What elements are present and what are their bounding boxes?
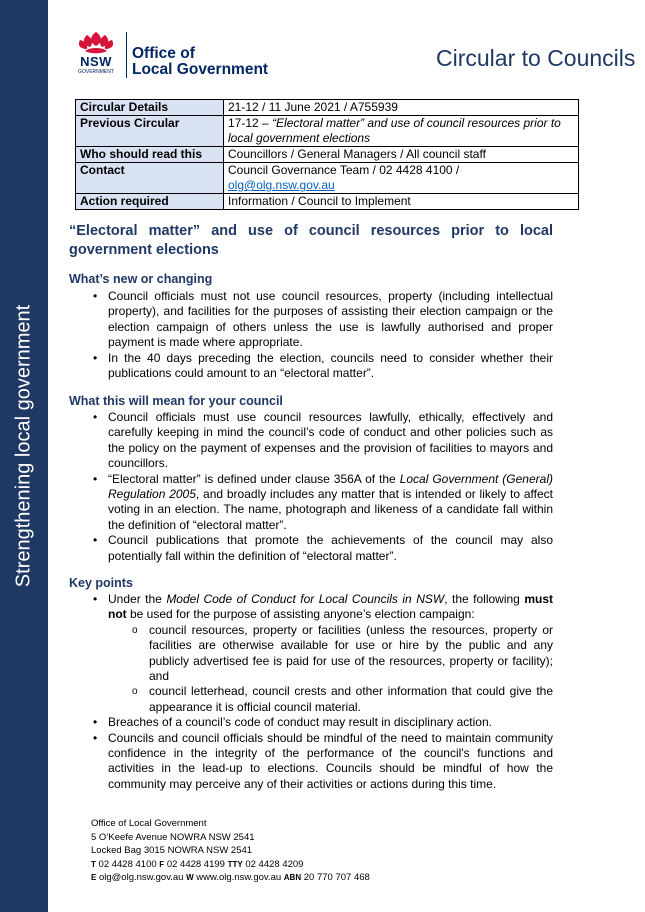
sub-list-item: o council letterhead, council crests and other information that could give the appearance it is official council material. <box>108 684 553 715</box>
text-run: Under the <box>108 592 167 606</box>
footer-email[interactable]: olg@olg.nsw.gov.au <box>98 872 184 883</box>
code-title: Model Code of Conduct for Local Councils in NSW <box>166 592 445 606</box>
list-item: • Council publications that promote the achievements of the council may also potentially fall within the definition of “electoral matter”. <box>89 533 553 564</box>
table-row <box>76 194 579 210</box>
footer-org: Office of Local Government <box>91 818 207 829</box>
previous-circular-title: “Electoral matter” and use of council resources prior to local government elections <box>228 116 561 145</box>
list-whats-new <box>89 289 553 381</box>
list-key-points <box>89 592 553 792</box>
footer-fax: 02 4428 4199 <box>166 858 225 870</box>
details-value: Councillors / General Managers / All council staff <box>224 147 579 163</box>
section-heading-meaning: What this will mean for your council <box>69 394 283 408</box>
sub-list-item: o council resources, property or facilities (unless the resources, property or facilities are otherwise available for use or hire by the public and any publicly advertised fee is paid for use of the resources, property or facility); and <box>108 623 553 685</box>
list-item: • Breaches of a council’s code of conduct may result in disciplinary action. <box>89 715 553 730</box>
page-title: “Electoral matter” and use of council resources prior to local government elections <box>69 223 553 258</box>
details-value: Information / Council to Implement <box>224 194 579 210</box>
emphasis: must not <box>108 592 553 622</box>
table-row <box>76 100 579 116</box>
details-label: Previous Circular <box>76 116 224 147</box>
contact-email-link[interactable]: olg@olg.nsw.gov.au <box>228 178 335 192</box>
footer-address-2: Locked Bag 3015 NOWRA NSW 2541 <box>91 845 253 856</box>
footer-label: E <box>91 873 97 882</box>
nsw-wordmark: NSW <box>80 54 112 69</box>
logo-divider <box>126 32 127 78</box>
previous-circular-number: 17-12 – <box>228 116 273 130</box>
footer-phones <box>91 858 370 872</box>
footer-tty: 02 4428 4209 <box>245 858 304 870</box>
footer-label: T <box>91 859 96 869</box>
sub-list <box>108 623 553 715</box>
section-heading-key-points: Key points <box>69 576 133 590</box>
logo-line-2: Local Government <box>132 61 269 78</box>
footer-phone: 02 4428 4100 <box>98 858 157 870</box>
list-item: • Councils and council officials should be mindful of the need to maintain community confidence in the integrity of the performance of the council's functions and activities in the lead-up to elections. Councils should be mindful of how the community may perceive any of their activities or actions during this time. <box>89 731 553 793</box>
list-item: • In the 40 days preceding the election, councils need to consider whether their publications could amount to an “electoral matter”. <box>89 351 553 382</box>
circular-details-table <box>75 99 579 210</box>
footer-abn: 20 770 707 468 <box>303 872 370 883</box>
list-item: • Council officials must not use council resources, property (including intellectual property), and facilities for the purposes of assisting their election campaign or the election campaign of others unless the use is lawfully authorised and proper payment is made where appropriate. <box>89 289 553 351</box>
details-label: Action required <box>76 194 224 210</box>
list-meaning <box>89 410 553 564</box>
list-item <box>89 592 553 715</box>
footer-online <box>91 871 370 885</box>
footer-address-1: 5 O’Keefe Avenue NOWRA NSW 2541 <box>91 831 255 843</box>
list-item <box>89 472 553 534</box>
details-label: Who should read this <box>76 147 224 163</box>
details-label: Circular Details <box>76 100 224 116</box>
footer-label: TTY <box>227 859 243 869</box>
footer-label: W <box>186 873 194 882</box>
text-run: , the following <box>444 592 525 606</box>
government-wordmark: GOVERNMENT <box>78 69 114 75</box>
waratah-icon <box>70 30 122 56</box>
logo-line-1: Office of <box>132 45 195 62</box>
details-value: 21-12 / 11 June 2021 / A755939 <box>224 100 579 116</box>
section-heading-new: What’s new or changing <box>69 272 213 286</box>
table-row <box>76 116 579 147</box>
details-label: Contact <box>76 163 224 194</box>
text-run: “Electoral matter” is defined under clause 356A of the <box>108 471 400 486</box>
contact-text: Council Governance Team / 02 4428 4100 / <box>228 163 460 177</box>
table-row <box>76 147 579 163</box>
sidebar-text: Strengthening local government <box>12 304 35 588</box>
nsw-logo <box>70 30 300 80</box>
footer-contact <box>91 817 370 885</box>
text-run: , and broadly includes any matter that is intended or likely to affect voting in an election. The name, photograph and likeness of a candidate fall within the definition of “electoral matter”. <box>108 487 553 532</box>
table-row <box>76 163 579 194</box>
sidebar <box>0 0 48 912</box>
details-value <box>224 116 579 147</box>
page-header-title: Circular to Councils <box>436 45 636 71</box>
regulation-title: Local Government (General) Regulation 2005 <box>108 471 553 502</box>
text-run: be used for the purpose of assisting anyone’s election campaign: <box>126 607 475 622</box>
list-item: • Council officials must use council resources lawfully, ethically, effectively and carefully keeping in mind the council’s code of conduct and other policies such as the policy on the payment of expenses and the provision of facilities to mayors and councillors. <box>89 410 553 472</box>
footer-label: ABN <box>283 873 302 882</box>
details-value <box>224 163 579 194</box>
footer-label: F <box>159 859 165 869</box>
footer-website[interactable]: www.olg.nsw.gov.au <box>196 872 282 883</box>
